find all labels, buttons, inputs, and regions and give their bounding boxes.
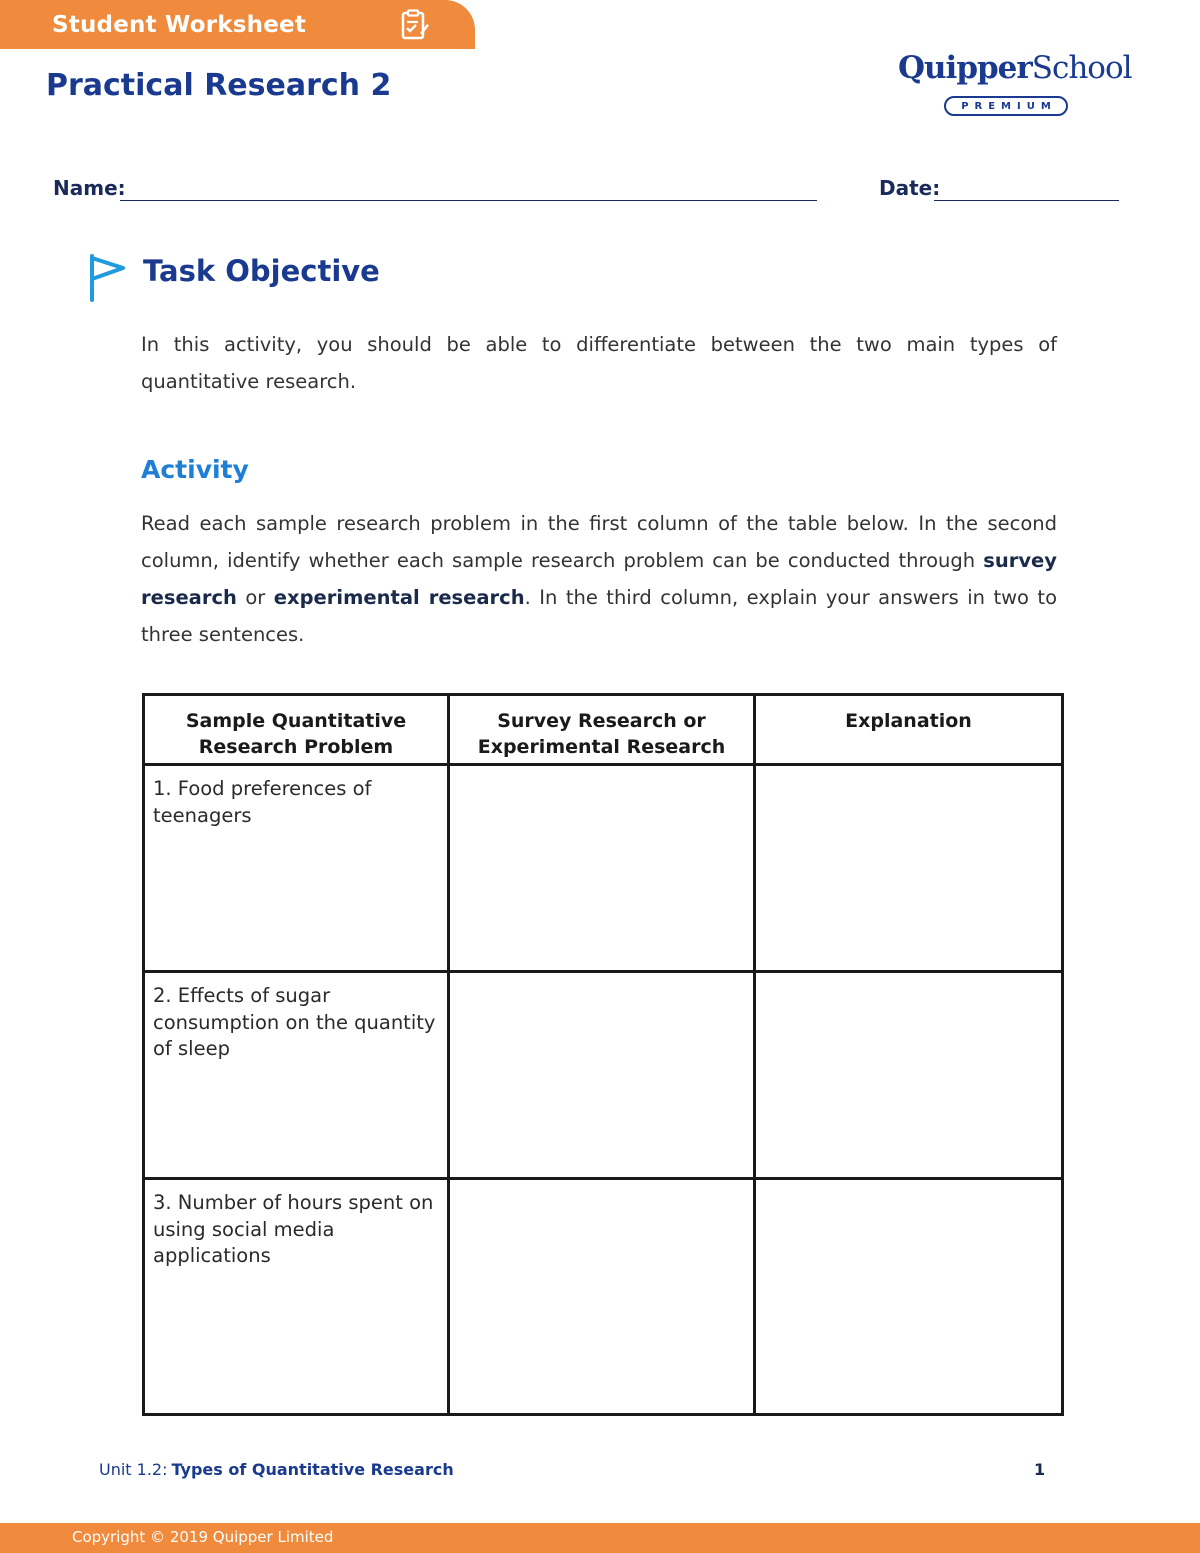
column-header-type: Survey Research or Experimental Research: [449, 695, 755, 765]
activity-bold-experimental: experimental research: [273, 586, 525, 609]
name-label: Name:: [53, 176, 126, 200]
activity-bold-survey: survey research: [141, 549, 1057, 609]
worksheet-tab-title: Student Worksheet: [52, 11, 307, 38]
explanation-cell[interactable]: [755, 765, 1063, 972]
quipper-school-logo: [898, 50, 1132, 125]
footer-bar: [0, 1523, 1200, 1553]
problem-text: 3. Number of hours spent on using social media applications: [153, 1191, 434, 1267]
date-field[interactable]: [934, 200, 1119, 201]
premium-label: PREMIUM: [961, 100, 1057, 112]
unit-number: Unit 1.2:: [99, 1460, 168, 1479]
problem-text: 1. Food preferences of teenagers: [153, 777, 372, 827]
problem-cell: [144, 972, 449, 1179]
activity-text-3: . In the third column, explain your answers in two to three sentences.: [141, 586, 1057, 646]
page-number: 1: [1034, 1460, 1046, 1479]
column-header-problem: Sample Quantitative Research Problem: [144, 695, 449, 765]
table-row: [144, 765, 1063, 972]
worksheet-tab: [0, 0, 475, 49]
task-objective-text: In this activity, you should be able to differentiate between the two main types of quantitative research.: [141, 333, 1057, 393]
explanation-cell[interactable]: [755, 972, 1063, 1179]
answer-type-cell[interactable]: [449, 1179, 755, 1415]
problem-cell: [144, 765, 449, 972]
activity-heading: Activity: [141, 455, 249, 484]
clipboard-check-icon: [398, 9, 430, 41]
problem-text: 2. Effects of sugar consumption on the quantity of sleep: [153, 984, 436, 1060]
activity-table: [142, 693, 1064, 1416]
copyright-text: Copyright © 2019 Quipper Limited: [72, 1528, 334, 1546]
brand-name-bold: Quipper: [898, 50, 1032, 86]
table-row: [144, 1179, 1063, 1415]
column-header-explanation: Explanation: [755, 695, 1063, 765]
table-header-row: [144, 695, 1063, 765]
task-objective-heading: Task Objective: [143, 254, 380, 288]
activity-text-2: or: [236, 586, 274, 609]
problem-cell: [144, 1179, 449, 1415]
brand-name: [898, 50, 1132, 86]
date-label: Date:: [879, 176, 941, 200]
answer-type-cell[interactable]: [449, 765, 755, 972]
answer-type-cell[interactable]: [449, 972, 755, 1179]
brand-name-regular: School: [1031, 50, 1132, 86]
activity-text-1: Read each sample research problem in the first column of the table below. In the second column, identify whether each sample research problem can be conducted through: [141, 512, 1057, 572]
name-field[interactable]: [120, 200, 817, 201]
explanation-cell[interactable]: [755, 1179, 1063, 1415]
document-title: Practical Research 2: [46, 68, 392, 103]
footer-unit: [99, 1460, 454, 1479]
flag-icon: [85, 252, 129, 304]
premium-badge: [944, 96, 1068, 116]
activity-instructions: [141, 505, 1057, 653]
table-row: [144, 972, 1063, 1179]
unit-title: Types of Quantitative Research: [171, 1460, 454, 1479]
